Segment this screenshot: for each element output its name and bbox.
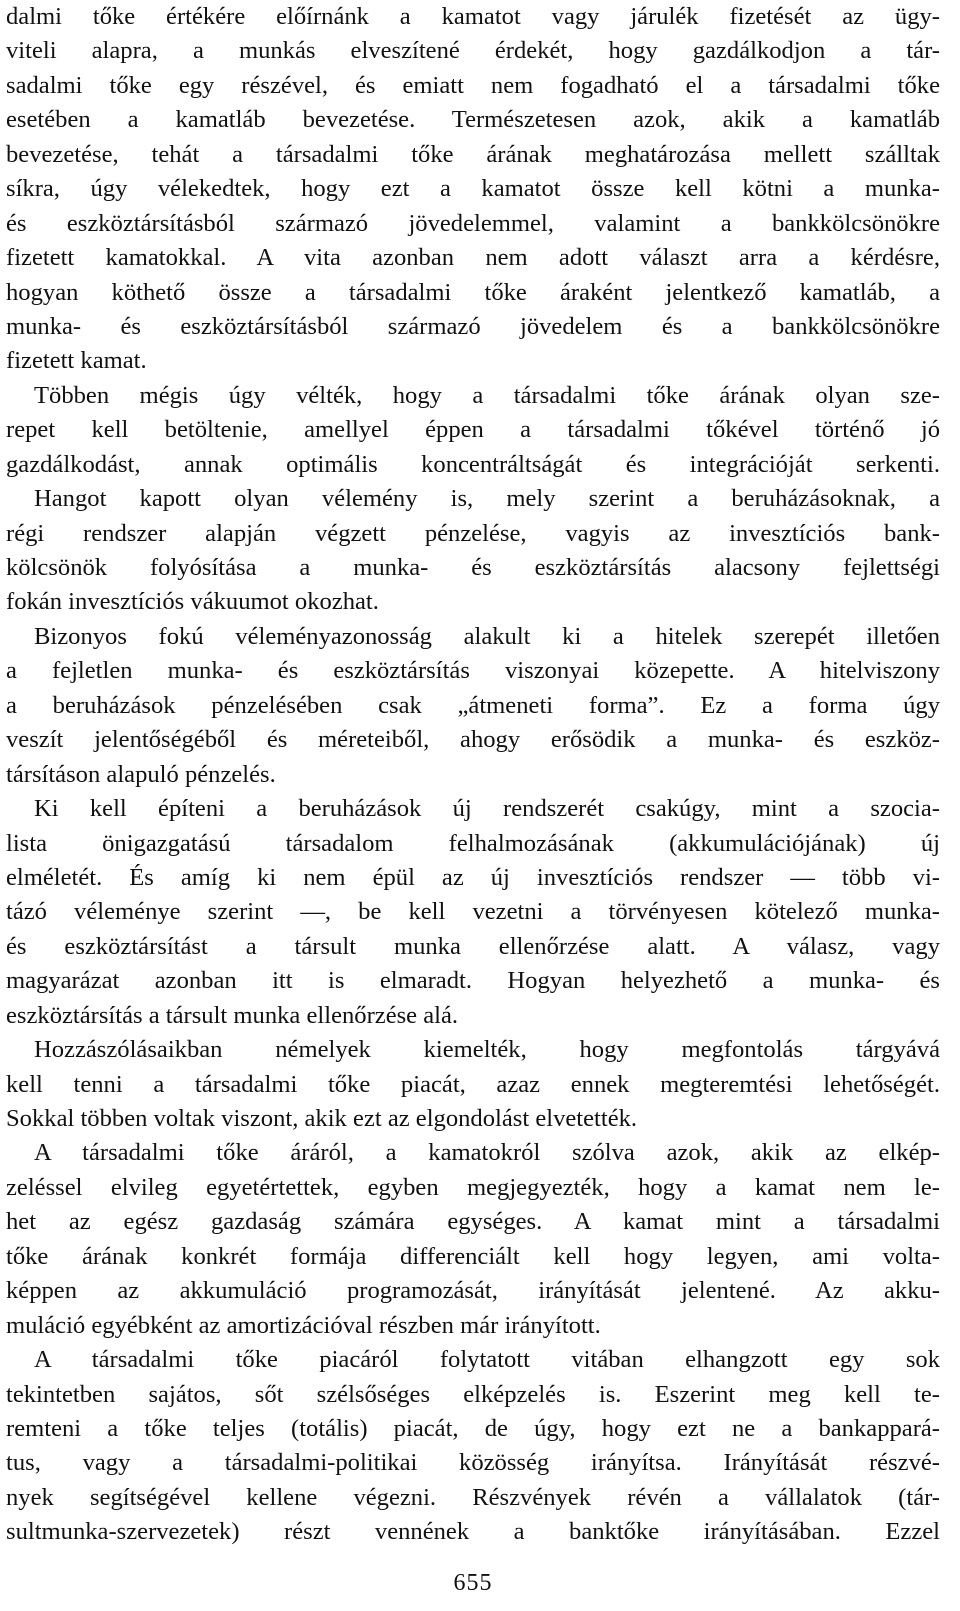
paragraph-last-line: társításon alapuló pénzelés.: [6, 760, 276, 788]
paragraph-last-line: eszköztársítás a társult munka ellenőrzése alá.: [6, 1001, 459, 1029]
text-line: elméletét. És amíg ki nem épül az új invesztíciós rendszer — több vi-: [6, 863, 940, 891]
text-line: zeléssel elvileg egyetértettek, egyben megjegyezték, hogy a kamat nem le-: [6, 1173, 940, 1201]
text-line: veszít jelentőségéből és méreteiből, ahogy erősödik a munka- és eszköz-: [6, 726, 940, 754]
text-line: lista önigazgatású társadalom felhalmozásának (akkumulációjának) új: [6, 829, 940, 857]
text-line: régi rendszer alapján végzett pénzelése, vagyis az invesztíciós bank-: [6, 519, 940, 547]
text-line: munka- és eszköztársításból származó jövedelem és a bankkölcsönökre: [6, 312, 940, 340]
paragraph-first-line: A társadalmi tőke piacáról folytatott vitában elhangzott egy sok: [34, 1346, 940, 1374]
paragraph-first-line: Hozzászólásaikban némelyek kiemelték, hogy megfontolás tárgyává: [34, 1036, 940, 1064]
text-line: nyek segítségével kellene végezni. Részvények révén a vállalatok (tár-: [6, 1483, 940, 1511]
paragraph-last-line: Sokkal többen voltak viszont, akik ezt az elgondolást elvetették.: [6, 1105, 638, 1132]
text-line: sadalmi tőke egy részével, és emiatt nem fogadható el a társadalmi tőke: [6, 71, 940, 99]
paragraph-first-line: Többen mégis úgy vélték, hogy a társadalmi tőke árának olyan sze-: [34, 381, 940, 409]
text-line: síkra, úgy vélekedtek, hogy ezt a kamatot össze kell kötni a munka-: [6, 175, 940, 203]
text-line: sultmunka-szervezetek) részt vennének a banktőke irányításában. Ezzel: [6, 1518, 940, 1546]
paragraph-last-line: fokán invesztíciós vákuumot okozhat.: [6, 588, 379, 616]
paragraph-last-line: muláció egyébként az amortizációval részben már irányított.: [6, 1311, 601, 1339]
text-line: dalmi tőke értékére előírnánk a kamatot vagy járulék fizetését az ügy-: [6, 3, 940, 30]
text-line: tus, vagy a társadalmi-politikai közösség irányítsa. Irányítását részvé-: [6, 1449, 940, 1477]
text-line: gazdálkodást, annak optimális koncentráltságát és integrációját serkenti.: [6, 450, 940, 478]
text-line: esetében a kamatláb bevezetése. Természetesen azok, akik a kamatláb: [6, 106, 940, 134]
text-line: kölcsönök folyósítása a munka- és eszköztársítás alacsony fejlettségi: [6, 554, 940, 581]
text-line: tekintetben sajátos, sőt szélsőséges elképzelés is. Eszerint meg kell te-: [6, 1380, 940, 1408]
body-text: [6, 0, 940, 1550]
text-line: a fejletlen munka- és eszköztársítás viszonyai közepette. A hitelviszony: [6, 657, 940, 685]
paragraph-first-line: Ki kell építeni a beruházások új rendszerét csakúgy, mint a szocia-: [34, 795, 940, 823]
page-number: 655: [453, 1570, 493, 1596]
text-line: hogyan köthető össze a társadalmi tőke áraként jelentkező kamatláb, a: [6, 278, 940, 306]
text-line: magyarázat azonban itt is elmaradt. Hogyan helyezhető a munka- és: [6, 967, 940, 995]
text-line: bevezetése, tehát a társadalmi tőke árának meghatározása mellett szálltak: [6, 140, 940, 168]
text-line: a beruházások pénzelésében csak „átmeneti forma”. Ez a forma úgy: [6, 691, 940, 719]
text-line: és eszköztársításból származó jövedelemmel, valamint a bankkölcsönökre: [6, 209, 940, 237]
text-line: és eszköztársítást a társult munka ellenőrzése alatt. A válasz, vagy: [6, 932, 940, 960]
text-line: fizetett kamatokkal. A vita azonban nem adott választ arra a kérdésre,: [6, 244, 940, 272]
paragraph-first-line: A társadalmi tőke áráról, a kamatokról szólva azok, akik az elkép-: [34, 1139, 940, 1167]
document-page: [6, 0, 940, 1611]
text-line: viteli alapra, a munkás elveszítené érdekét, hogy gazdálkodjon a tár-: [6, 37, 940, 65]
text-line: repet kell betöltenie, amellyel éppen a társadalmi tőkével történő jó: [6, 416, 940, 444]
paragraph-last-line: fizetett kamat.: [6, 347, 147, 375]
paragraph-first-line: Bizonyos fokú véleményazonosság alakult ki a hitelek szerepét illetően: [34, 622, 940, 650]
text-line: kell tenni a társadalmi tőke piacát, azaz ennek megteremtési lehetőségét.: [6, 1070, 940, 1098]
text-line: tőke árának konkrét formája differenciált kell hogy legyen, ami volta-: [6, 1242, 940, 1270]
text-line: het az egész gazdaság számára egységes. A kamat mint a társadalmi: [6, 1208, 940, 1236]
paragraph-first-line: Hangot kapott olyan vélemény is, mely szerint a beruházásoknak, a: [34, 485, 940, 513]
text-line: képpen az akkumuláció programozását, irányítását jelentené. Az akku-: [6, 1277, 940, 1305]
text-line: remteni a tőke teljes (totális) piacát, de úgy, hogy ezt ne a bankappará-: [6, 1414, 940, 1442]
text-line: tázó véleménye szerint —, be kell vezetni a törvényesen kötelező munka-: [6, 898, 940, 926]
